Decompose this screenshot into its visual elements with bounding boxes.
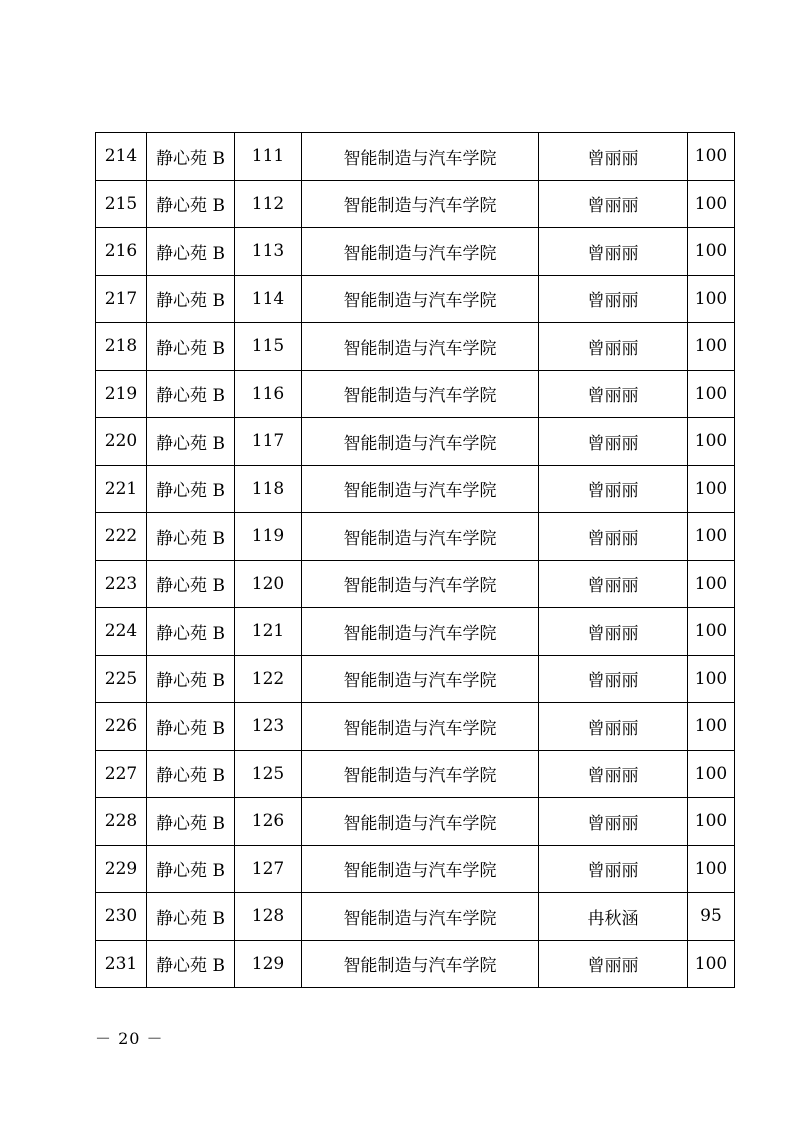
inspector-name-cell: 曾丽丽 bbox=[539, 370, 688, 418]
room-number-cell: 114 bbox=[235, 275, 302, 323]
college-cell: 智能制造与汽车学院 bbox=[302, 845, 539, 893]
score-cell: 100 bbox=[688, 845, 735, 893]
building-cell: 静心苑 B bbox=[147, 465, 235, 513]
building-cell: 静心苑 B bbox=[147, 323, 235, 371]
score-cell: 100 bbox=[688, 418, 735, 466]
score-cell: 100 bbox=[688, 940, 735, 988]
table-row bbox=[96, 845, 735, 893]
table-row bbox=[96, 228, 735, 276]
row-number-cell: 226 bbox=[96, 703, 147, 751]
row-number-cell: 229 bbox=[96, 845, 147, 893]
building-cell: 静心苑 B bbox=[147, 750, 235, 798]
score-cell: 100 bbox=[688, 465, 735, 513]
room-number-cell: 111 bbox=[235, 133, 302, 181]
score-cell: 100 bbox=[688, 750, 735, 798]
room-number-cell: 115 bbox=[235, 323, 302, 371]
building-cell: 静心苑 B bbox=[147, 703, 235, 751]
table-row bbox=[96, 560, 735, 608]
inspector-name-cell: 曾丽丽 bbox=[539, 465, 688, 513]
building-cell: 静心苑 B bbox=[147, 655, 235, 703]
college-cell: 智能制造与汽车学院 bbox=[302, 750, 539, 798]
building-cell: 静心苑 B bbox=[147, 180, 235, 228]
inspector-name-cell: 曾丽丽 bbox=[539, 180, 688, 228]
college-cell: 智能制造与汽车学院 bbox=[302, 940, 539, 988]
college-cell: 智能制造与汽车学院 bbox=[302, 133, 539, 181]
room-number-cell: 128 bbox=[235, 893, 302, 941]
table-row bbox=[96, 323, 735, 371]
score-cell: 100 bbox=[688, 703, 735, 751]
room-number-cell: 125 bbox=[235, 750, 302, 798]
score-cell: 95 bbox=[688, 893, 735, 941]
college-cell: 智能制造与汽车学院 bbox=[302, 513, 539, 561]
room-number-cell: 121 bbox=[235, 608, 302, 656]
inspector-name-cell: 冉秋涵 bbox=[539, 893, 688, 941]
table-row bbox=[96, 275, 735, 323]
college-cell: 智能制造与汽车学院 bbox=[302, 465, 539, 513]
score-cell: 100 bbox=[688, 560, 735, 608]
inspector-name-cell: 曾丽丽 bbox=[539, 608, 688, 656]
row-number-cell: 218 bbox=[96, 323, 147, 371]
building-cell: 静心苑 B bbox=[147, 275, 235, 323]
college-cell: 智能制造与汽车学院 bbox=[302, 370, 539, 418]
score-cell: 100 bbox=[688, 798, 735, 846]
inspector-name-cell: 曾丽丽 bbox=[539, 323, 688, 371]
inspector-name-cell: 曾丽丽 bbox=[539, 750, 688, 798]
row-number-cell: 219 bbox=[96, 370, 147, 418]
inspector-name-cell: 曾丽丽 bbox=[539, 228, 688, 276]
building-cell: 静心苑 B bbox=[147, 798, 235, 846]
table-row bbox=[96, 180, 735, 228]
score-cell: 100 bbox=[688, 133, 735, 181]
row-number-cell: 223 bbox=[96, 560, 147, 608]
table-row bbox=[96, 703, 735, 751]
inspector-name-cell: 曾丽丽 bbox=[539, 418, 688, 466]
table-row bbox=[96, 133, 735, 181]
room-number-cell: 122 bbox=[235, 655, 302, 703]
inspector-name-cell: 曾丽丽 bbox=[539, 655, 688, 703]
table-row bbox=[96, 940, 735, 988]
inspector-name-cell: 曾丽丽 bbox=[539, 845, 688, 893]
dormitory-score-table bbox=[95, 132, 735, 988]
room-number-cell: 118 bbox=[235, 465, 302, 513]
college-cell: 智能制造与汽车学院 bbox=[302, 655, 539, 703]
inspector-name-cell: 曾丽丽 bbox=[539, 798, 688, 846]
college-cell: 智能制造与汽车学院 bbox=[302, 418, 539, 466]
score-cell: 100 bbox=[688, 655, 735, 703]
row-number-cell: 214 bbox=[96, 133, 147, 181]
row-number-cell: 230 bbox=[96, 893, 147, 941]
table-row bbox=[96, 608, 735, 656]
college-cell: 智能制造与汽车学院 bbox=[302, 608, 539, 656]
table-body bbox=[96, 133, 735, 988]
building-cell: 静心苑 B bbox=[147, 418, 235, 466]
building-cell: 静心苑 B bbox=[147, 133, 235, 181]
building-cell: 静心苑 B bbox=[147, 940, 235, 988]
table-row bbox=[96, 750, 735, 798]
room-number-cell: 119 bbox=[235, 513, 302, 561]
score-cell: 100 bbox=[688, 228, 735, 276]
row-number-cell: 224 bbox=[96, 608, 147, 656]
score-cell: 100 bbox=[688, 180, 735, 228]
room-number-cell: 116 bbox=[235, 370, 302, 418]
table-row bbox=[96, 655, 735, 703]
inspector-name-cell: 曾丽丽 bbox=[539, 513, 688, 561]
table-row bbox=[96, 798, 735, 846]
building-cell: 静心苑 B bbox=[147, 845, 235, 893]
row-number-cell: 215 bbox=[96, 180, 147, 228]
building-cell: 静心苑 B bbox=[147, 608, 235, 656]
room-number-cell: 120 bbox=[235, 560, 302, 608]
room-number-cell: 127 bbox=[235, 845, 302, 893]
college-cell: 智能制造与汽车学院 bbox=[302, 560, 539, 608]
inspector-name-cell: 曾丽丽 bbox=[539, 133, 688, 181]
college-cell: 智能制造与汽车学院 bbox=[302, 323, 539, 371]
row-number-cell: 231 bbox=[96, 940, 147, 988]
building-cell: 静心苑 B bbox=[147, 370, 235, 418]
college-cell: 智能制造与汽车学院 bbox=[302, 703, 539, 751]
building-cell: 静心苑 B bbox=[147, 228, 235, 276]
row-number-cell: 228 bbox=[96, 798, 147, 846]
row-number-cell: 225 bbox=[96, 655, 147, 703]
row-number-cell: 221 bbox=[96, 465, 147, 513]
row-number-cell: 217 bbox=[96, 275, 147, 323]
table-row bbox=[96, 418, 735, 466]
college-cell: 智能制造与汽车学院 bbox=[302, 275, 539, 323]
table-row bbox=[96, 513, 735, 561]
room-number-cell: 126 bbox=[235, 798, 302, 846]
table-row bbox=[96, 370, 735, 418]
score-cell: 100 bbox=[688, 513, 735, 561]
row-number-cell: 216 bbox=[96, 228, 147, 276]
room-number-cell: 113 bbox=[235, 228, 302, 276]
room-number-cell: 112 bbox=[235, 180, 302, 228]
score-cell: 100 bbox=[688, 370, 735, 418]
score-cell: 100 bbox=[688, 275, 735, 323]
score-cell: 100 bbox=[688, 323, 735, 371]
room-number-cell: 123 bbox=[235, 703, 302, 751]
inspector-name-cell: 曾丽丽 bbox=[539, 560, 688, 608]
row-number-cell: 227 bbox=[96, 750, 147, 798]
inspector-name-cell: 曾丽丽 bbox=[539, 703, 688, 751]
college-cell: 智能制造与汽车学院 bbox=[302, 893, 539, 941]
building-cell: 静心苑 B bbox=[147, 560, 235, 608]
row-number-cell: 222 bbox=[96, 513, 147, 561]
inspector-name-cell: 曾丽丽 bbox=[539, 275, 688, 323]
inspector-name-cell: 曾丽丽 bbox=[539, 940, 688, 988]
page-number: － 20 － bbox=[95, 1029, 164, 1048]
building-cell: 静心苑 B bbox=[147, 893, 235, 941]
row-number-cell: 220 bbox=[96, 418, 147, 466]
table-row bbox=[96, 465, 735, 513]
building-cell: 静心苑 B bbox=[147, 513, 235, 561]
college-cell: 智能制造与汽车学院 bbox=[302, 228, 539, 276]
room-number-cell: 117 bbox=[235, 418, 302, 466]
college-cell: 智能制造与汽车学院 bbox=[302, 798, 539, 846]
room-number-cell: 129 bbox=[235, 940, 302, 988]
score-cell: 100 bbox=[688, 608, 735, 656]
college-cell: 智能制造与汽车学院 bbox=[302, 180, 539, 228]
table-row bbox=[96, 893, 735, 941]
